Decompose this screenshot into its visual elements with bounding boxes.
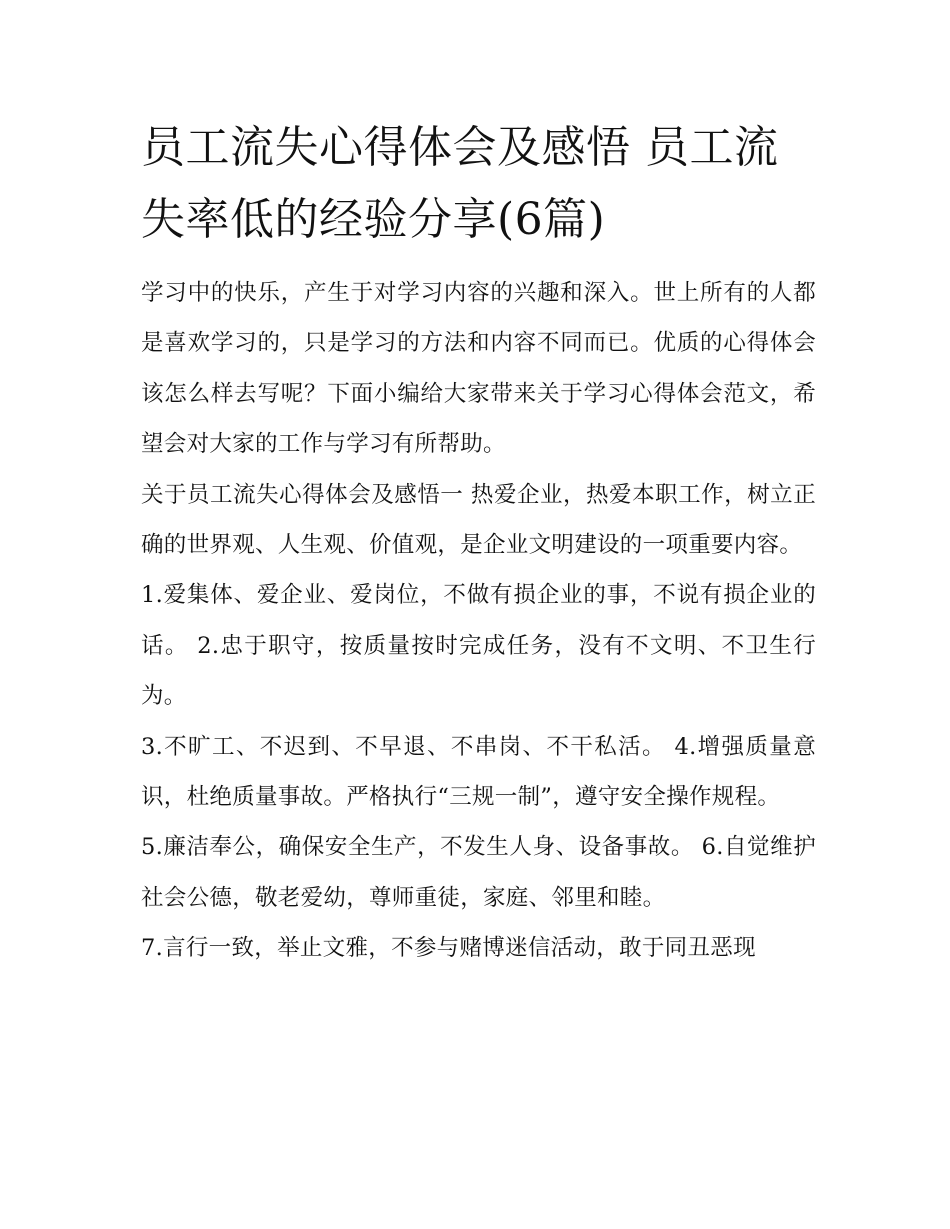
document-title: 员工流失心得体会及感悟 员工流失率低的经验分享(6篇) <box>141 122 779 245</box>
paragraph-items-3-4: 3.不旷工、不迟到、不早退、不串岗、不干私活。 4.增强质量意识，杜绝质量事故。严格执行“三规一制”，遵守安全操作规程。 <box>141 733 816 811</box>
paragraph-section-one: 关于员工流失心得体会及感悟一 热爱企业，热爱本职工作，树立正确的世界观、人生观、价值观，是企业文明建设的一项重要内容。 <box>141 481 816 559</box>
document-page <box>141 112 816 974</box>
paragraph-items-1-2: 1.爱集体、爱企业、爱岗位，不做有损企业的事，不说有损企业的话。 2.忠于职守，按质量按时完成任务，没有不文明、不卫生行为。 <box>141 582 816 710</box>
paragraph-items-5-6: 5.廉洁奉公，确保安全生产，不发生人身、设备事故。 6.自觉维护社会公德，敬老爱幼，尊师重徒，家庭、邻里和睦。 <box>141 834 816 911</box>
paragraph-intro: 学习中的快乐，产生于对学习内容的兴趣和深入。世上所有的人都是喜欢学习的，只是学习的方法和内容不同而已。优质的心得体会该怎么样去写呢？下面小编给大家带来关于学习心得体会范文，希望会对大家的工作与学习有所帮助。 <box>141 280 816 458</box>
paragraph-item-7: 7.言行一致，举止文雅，不参与赌博迷信活动，敢于同丑恶现 <box>141 935 756 962</box>
